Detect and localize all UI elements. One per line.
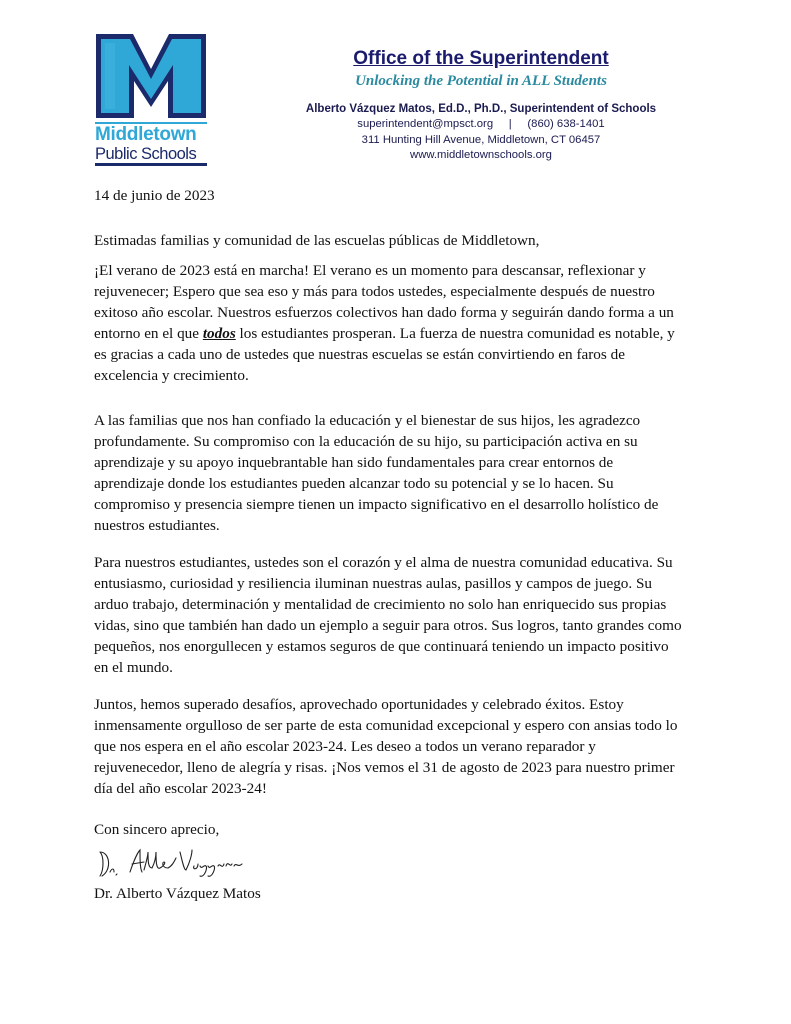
text-line: día del año escolar 2023-24! — [94, 779, 267, 797]
logo-underline — [95, 163, 207, 166]
text-line: rejuvenecedor, lleno de alegría y risas. ¡Nos vemos el 31 de agosto de 2023 para nuestro primer — [94, 758, 675, 776]
emphasis-todos: todos — [202, 324, 236, 342]
text-line: A las familias que nos han confiado la educación y el bienestar de sus hijos, les agradezco — [94, 412, 641, 429]
tagline: Unlocking the Potential in ALL Students — [355, 73, 607, 89]
district-logo — [95, 33, 209, 165]
closing: Con sincero aprecio, — [94, 821, 220, 838]
text-line: que nos espera en el año escolar 2023-24. Les deseo a todos un verano reparador y — [94, 737, 596, 755]
letterhead — [280, 47, 682, 164]
text-line: inmensamente orgulloso de ser parte de esta comunidad excepcional y espero con ansias todo lo — [94, 716, 678, 734]
text-line: Juntos, hemos superado desafíos, aprovechado oportunidades y celebrado éxitos. Estoy — [94, 696, 624, 713]
text-line: compromiso y presencia siempre tienen un impacto significativo en el desarrollo holístico de — [94, 495, 659, 513]
text-line: aprendizaje y su apoyo inquebrantable han sido fundamentales para crear entornos de — [94, 453, 614, 471]
logo-line1: Middletown — [95, 124, 197, 145]
paragraph-1 — [94, 261, 675, 386]
text-segment: entorno en el que — [94, 324, 203, 342]
text-line: es gracias a cada uno de ustedes que nuestras escuelas se están convirtiendo en faros de — [94, 345, 625, 363]
paragraph-2 — [94, 411, 658, 536]
text-line: arduo trabajo, determinación y mentalidad de crecimiento no solo han enriquecido sus propias — [94, 595, 667, 613]
text-line: entusiasmo, curiosidad y resiliencia iluminan nuestras aulas, pasillos y campos de juego. Su — [94, 574, 653, 592]
text-line: profundamente. Su compromiso con la educación de su hijo, su participación activa en su — [94, 432, 638, 450]
text-segment: los estudiantes prosperan. La fuerza de nuestra comunidad es notable, y — [235, 324, 675, 342]
text-line: aprendizaje donde los estudiantes pueden alcanzar todo su potencial y se lo hacen. Su — [94, 474, 614, 492]
letter-date: 14 de junio de 2023 — [94, 187, 215, 204]
signature-image — [96, 846, 246, 880]
text-line — [94, 324, 675, 345]
text-line: en el mundo. — [94, 658, 173, 676]
text-line: exitoso año escolar. Nuestros esfuerzos colectivos han dado forma y seguirán dando forma a un — [94, 303, 674, 321]
text-line: Para nuestros estudiantes, ustedes son el corazón y el alma de nuestra comunidad educativa. Su — [94, 554, 673, 571]
address-line: 311 Hunting Hill Avenue, Middletown, CT 06457 — [361, 133, 601, 146]
office-title: Office of the Superintendent — [353, 48, 609, 69]
paragraph-3 — [94, 553, 682, 678]
text-line: vidas, sino que también han dado un ejemplo a seguir para otros. Sus logros, tanto grandes como — [94, 616, 682, 634]
signer-name: Dr. Alberto Vázquez Matos — [94, 885, 261, 902]
superintendent-name: Alberto Vázquez Matos, Ed.D., Ph.D., Superintendent of Schools — [305, 103, 657, 115]
contact-line: superintendent@mpsct.org | (860) 638-1401 — [357, 118, 605, 130]
text-line: pequeños, nos enorgullecen y estamos seguros de que continuará teniendo un impacto positivo — [94, 637, 669, 655]
text-line: nuestros estudiantes. — [94, 516, 220, 534]
salutation: Estimadas familias y comunidad de las escuelas públicas de Middletown, — [94, 232, 540, 249]
m-logo-icon — [95, 33, 207, 119]
text-line: rejuvenecer; Espero que sea eso y más para todos ustedes, especialmente después de nuestro — [94, 282, 655, 300]
paragraph-4 — [94, 695, 677, 800]
logo-line2: Public Schools — [95, 145, 197, 163]
text-line: ¡El verano de 2023 está en marcha! El verano es un momento para descansar, reflexionar y — [94, 262, 646, 279]
website-line: www.middletownschools.org — [410, 149, 552, 161]
text-line: excelencia y crecimiento. — [94, 366, 249, 384]
